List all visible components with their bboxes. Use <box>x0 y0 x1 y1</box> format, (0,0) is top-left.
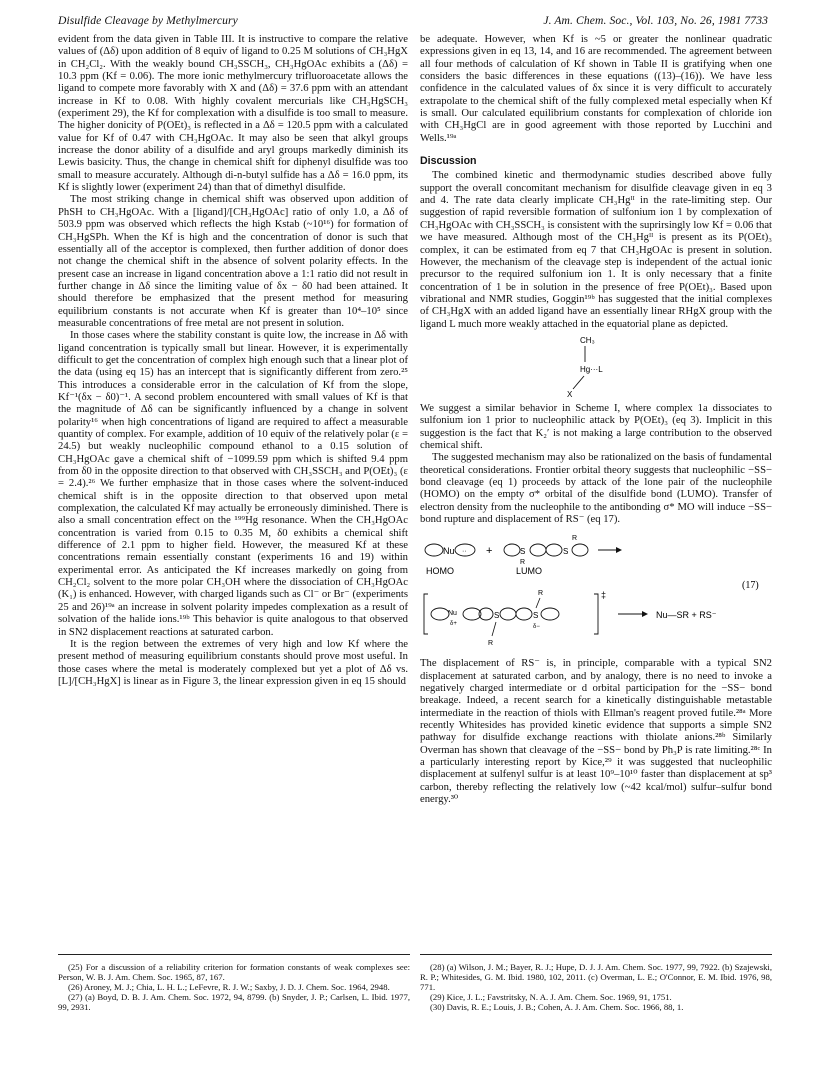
right-bracket <box>594 594 598 634</box>
ts-lobe <box>500 608 516 620</box>
equation-number: (17) <box>742 580 759 592</box>
homo-label: HOMO <box>426 566 454 577</box>
sigma-star-lobe <box>530 544 546 556</box>
ts-dagger: ‡ <box>601 590 607 601</box>
s-label: S <box>520 547 526 557</box>
paragraph: The combined kinetic and thermodynamic studies described above fully support the overall concomitant mechanism for disulfide cleavage given in eq 3 and 4. The rate data clearly implicate CH₃Hgᴵᴵ in the rate-limiting step. Our suggestion of rapid reversible formation of sulfonium ion 1 by complexation of CH₃HgOAc with CH₃SSCH₃ is consistent with the suprirsingly low Kf = 0.06 that we have measured. Although most of the CH₃Hgᴵᴵ is present as its P(OEt)₃ complex, it can be estimated from eq 7 that CH₃HgOAc is present in solution. However, the mechanism of the cleavage step is independent of the actual ionic precursor to the required sulfonium ion 1. It is only necessary that a finite concentration of 1 be in solution in the presence of free P(OEt)₃. Based upon vibrational and NMR studies, Goggin¹⁹ᵇ has suggested that the initial complexes of CH₃HgX with an added ligand have an essentially linear RHgX group with the ligand L much more weakly attached in the equatorial plane as depicted. <box>420 170 772 330</box>
paragraph: evident from the data given in Table III. It is instructive to compare the relative values of (Δδ) upon addition of 8 equiv of ligand to 0.25 M solutions of CH₃HgX in CH₂Cl₂. With the weakly bound CH₃SSCH₃, CH₃HgOAc exhibits a (Δδ) = 10.3 ppm (Kf = 0.06). The more ionic methylmercury trifluoroacetate allows the ligand to compete more favorably with X and (Δδ) = 37.6 ppm with an attendant increase in Kf to 0.08. With highly covalent mercurials like CH₃HgSCH₃ (experiment 29), the Kf for complexation with a disulfide is too small to measure. The higher donicity of P(OEt)₃ is reflected in a Δδ = 120.5 ppm with a calculated value for Kf of 0.47 with CH₃HgOAc. It may also be seen that alkyl groups increase the donor ability of a disulfide and aryl groups markedly diminish its Lewis basicity. Thus, the change in chemical shift for diphenyl disulfide was too small to measure accurately. Although di-n-butyl sulfide has a Δδ = 16.0 ppm, its Kf is slightly lower (experiment 24) than that of dimethyl disulfide. <box>58 34 408 194</box>
footnotes-left <box>58 954 410 1012</box>
ts-lobe <box>541 608 559 620</box>
scheme-drawing <box>420 532 772 652</box>
products-label: Nu—SR + RS⁻ <box>656 610 717 621</box>
hg-l-label: Hg···L <box>580 364 603 374</box>
lone-pair-lobe <box>425 544 443 556</box>
footnote: (28) (a) Wilson, J. M.; Bayer, R. J.; Hupe, D. J. J. Am. Chem. Soc. 1977, 99, 7922. (b) Szajewski, R. P.; Whitesides, G. M. Ibid. 1980, 102, 2011. (c) Overman, L. E.; O'Connor, E. M. Ibid. 1976, 98, 771. <box>420 962 772 993</box>
r-bond <box>536 598 540 608</box>
footnotes-right <box>420 954 772 1012</box>
lumo-label: LUMO <box>516 566 543 577</box>
sigma-star-lobe <box>572 544 588 556</box>
bond-line <box>573 376 584 389</box>
paragraph: The most striking change in chemical shift was observed upon addition of PhSH to CH₃HgOAc. With a [ligand]/[CH₃HgOAc] ratio of only 1.0, a Δδ of 503.9 ppm was observed which reflects the high Kstab (~10¹⁶) for formation of CH₃HgSPh. When the Kf is high and the concentration of donor is such that essentially all of the acceptor is complexed, then further addition of donor does not change the chemical shift in the absence of solvent polarity effects. In the present case an increase in ligand concentration above a 1:1 ratio did not result in further change in Δδ since the limiting value of δx − δ0 had been attained. It should therefore be emphasized that the present method for measuring equilibrium constants is not accurate when Kf is greater than 10⁴–10⁵ since measurable concentrations of free metal are not present in solution. <box>58 194 408 329</box>
paragraph: The displacement of RS⁻ is, in principle, comparable with a typical SN2 displacement at saturated carbon, and by analogy, there is no need to invoke a negatively charged intermediate or d orbital participation for the −SS− bond breakage. Indeed, a recent search for a kinetically distinguishable metastable intermediate in the reaction of thiols with Ellman's reagent proved futile.²⁸ᵃ More recently Whitesides has provided kinetic evidence that supports a simple SN2 pathway for disulfide exchange reactions with thiolate anions.²⁸ᵇ Similarly Overman has shown that cleavage of the −SS− bond by Ph₃P is rate limiting.²⁸ᶜ In a particularly interesting report by Kice,²⁹ it was suggested that nucleophilic displacement at sulfenyl sulfur is at least 10⁹–10¹⁰ faster than displacement at sp³ carbon, thereby reflecting the relatively low (~42 kcal/mol) sulfur–sulfur bond energy.³⁰ <box>420 658 772 806</box>
right-column <box>420 34 772 806</box>
sigma-star-lobe <box>504 544 520 556</box>
ts-s-label: S <box>533 611 539 621</box>
arrow-head <box>642 611 648 617</box>
sigma-star-lobe <box>546 544 562 556</box>
nu-label: Nu <box>443 546 455 557</box>
ts-s-label: S <box>494 611 500 621</box>
section-heading: Discussion <box>420 155 477 168</box>
left-bracket <box>424 594 428 634</box>
footnote: (27) (a) Boyd, D. B. J. Am. Chem. Soc. 1972, 94, 8799. (b) Snyder, J. P.; Carlsen, L. Ibid. 1977, 99, 2931. <box>58 992 410 1013</box>
footnote: (30) Davis, R. E.; Louis, J. B.; Cohen, A. J. Am. Chem. Soc. 1966, 88, 1. <box>430 1002 684 1013</box>
hg-complex-structure <box>420 331 772 403</box>
r-label: R <box>488 640 494 648</box>
ts-nu-label: Nu <box>448 610 457 618</box>
paragraph: We suggest a similar behavior in Scheme I, where complex 1a dissociates to sulfonium ion 1 prior to nucleophilic attack by P(OEt)₃ (eq 3). Implicit in this suggestion is the fact that K₂′ is not making a large contribution to the observed chemical shift. <box>420 402 772 451</box>
footnote: (26) Aroney, M. J.; Chia, L. H. L.; LeFevre, R. J. W.; Saxby, J. D. J. Chem. Soc. 1964, 2948. <box>68 982 390 993</box>
delta-minus-label: δ− <box>533 624 540 631</box>
s-label: S <box>563 547 569 557</box>
delta-plus-label: δ+ <box>450 621 457 628</box>
ch3-label: CH₃ <box>580 335 595 345</box>
ts-lobe <box>431 608 449 620</box>
ts-lobe <box>463 608 481 620</box>
r-label: R <box>572 535 578 543</box>
plus-sign: + <box>486 545 493 558</box>
paragraph: In those cases where the stability constant is quite low, the increase in Δδ with ligand concentration is typically small but linear. However, it is experimentally difficult to get the concentration of complex high enough such that a linear plot of the data (using eq 15) has an intercept that is significantly different from zero.²⁵ This introduces a considerable error in the calculation of Kf from the slope, Kf⁻¹(δx − δ0)⁻¹. A second problem encountered with small values of Kf is that the magnitude of Δδ can be significantly influenced by a change in solvent polarity¹⁶ when high concentrations of ligand are required to affect a measurable quantity of complex. For example, addition of 10 equiv of the relatively polar (ε = 24.5) but weakly nucleophilic compound ethanol to a 0.15 solution of CH₃HgOAc gave a chemical shift of −1099.59 ppm which is shifted 9.4 ppm from δ0 in the opposite direction to that observed with CH₃SSCH₃ and P(OEt)₃ (ε = 2.4).²⁶ We further emphasize that in those cases where the solvent-induced chemical shift is in the opposite direction to that observed upon metal complexation, the calculated Kf may actually be erroneously diminished. There is also a small concentration effect on the ¹⁹⁹Hg resonance. When the CH₃HgOAc concentration is varied from 0.15 to 0.35 M, δ0 exhibits a chemical shift difference of 2.1 ppm to higher field. However, the measured Kf at these concentrations remain essentially constant (experiments 16 and 19) within experimental error. As anticipated the Kf increases markedly on going from CH₂Cl₂ solvent to the more polar CH₃OH where the dissociation of CH₃HgOAc (K₁) is enhanced. However, with charged ligands such as Cl⁻ or Br⁻ (experiments 25 and 26)¹⁹ᵃ an increase in solvent polarity impedes complexation as a result of solvation of the halide ions.¹⁹ᵇ This behavior is quite analogous to that observed in SN2 displacement reactions at saturated carbon. <box>58 330 408 638</box>
paragraph: be adequate. However, when Kf is ~5 or greater the nonlinear quadratic expressions given in eq 13, 14, and 16 are recommended. The agreement between all four methods of calculation of Kf shown in Table II is gratifying when one considers the basic differences in these equations ((13)–(16)). We have less confidence in the calculated values of δx since it is very difficult to accurately extrapolate to the chemical shift of the fully complexed metal especially when Kf is small. Our calculated equilibrium constants for complexation of chloride ion with CH₃HgCl are in good agreement with those reported by Lucchini and Wells.¹⁹ᵃ <box>420 34 772 144</box>
left-column <box>58 34 408 688</box>
orbital-scheme-eq17 <box>420 532 772 652</box>
paragraph: The suggested mechanism may also be rationalized on the basis of fundamental theoretical considerations. Frontier orbital theory suggests that nucleophilic −SS− bond cleavage (eq 1) proceeds by attack of the lone pair of the nucleophile (HOMO) on the empty σ* orbital of the disulfide bond (LUMO). Transfer of electron density from the nucleophile to the antibonding σ* MO will induce −SS− bond rupture and displacement of RS⁻ (eq 17). <box>420 452 772 525</box>
footnote: (25) For a discussion of a reliability criterion for formation constants of weak complexes see: Person, W. B. J. Am. Chem. Soc. 1965, 87, 167. <box>58 962 410 983</box>
x-label: X <box>567 389 573 399</box>
running-head-title: Disulfide Cleavage by Methylmercury <box>58 14 238 27</box>
footnote: (29) Kice, J. L.; Favstritsky, N. A. J. Am. Chem. Soc. 1969, 91, 1751. <box>430 992 672 1003</box>
structure-drawing <box>420 331 772 403</box>
r-label: R <box>520 559 526 567</box>
arrow-head <box>616 547 622 553</box>
r-label: R <box>538 590 544 598</box>
ts-lobe <box>516 608 532 620</box>
r-bond <box>492 622 496 636</box>
paragraph: It is the region between the extremes of very high and low Kf where the present method of measuring equilibrium constants should prove most useful. In those cases where the metal is moderately complexed but yet a plot of Δδ vs. [L]/[CH₃HgX] is linear as in Figure 3, the linear expression given in eq 15 should <box>58 638 408 687</box>
dots: ·· <box>462 548 467 556</box>
running-head-journal: J. Am. Chem. Soc., Vol. 103, No. 26, 1981 7733 <box>543 14 768 27</box>
